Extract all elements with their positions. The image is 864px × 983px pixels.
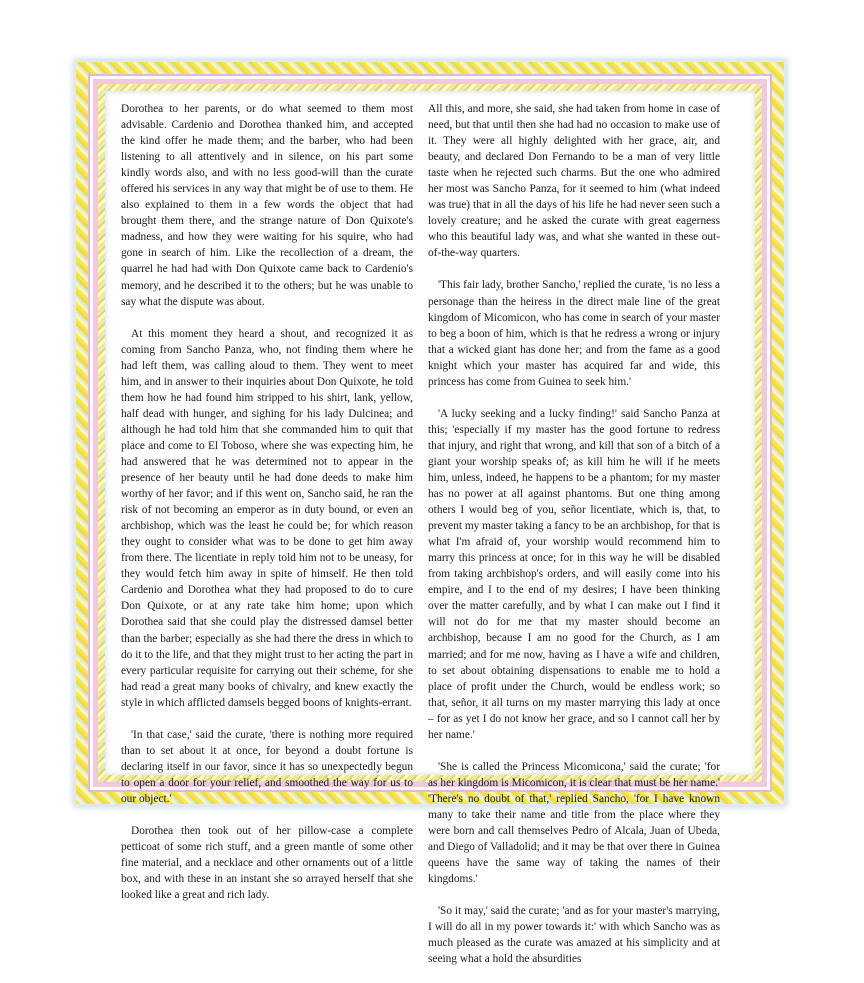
decorative-border-pink — [90, 76, 770, 966]
right-column — [428, 101, 720, 983]
paragraph: Dorothea to her parents, or do what seemed to them most advisable. Cardenio and Dorothea thanked him, and accepted the kind offer he made them; and the barber, who had been listening to all attentively and in silence, on his part some kindly words also, and with no less good-will than the curate offered his services in any way that might be of use to them. He also explained to them in a few words the object that had brought them there, and the strange nature of Don Quixote's madness, and how they were waiting for his squire, who had gone in search of him. Like the recollection of a dream, the quarrel he had had with Don Quixote came back to Cardenio's memory, and he described it to the others; but he was unable to say what the dispute was about. — [121, 103, 413, 308]
left-column — [121, 101, 413, 919]
paragraph: 'A lucky seeking and a lucky finding!' said Sancho Panza at this; 'especially if my master has the good fortune to redress that injury, and right that wrong, and kill that son of a bitch of a giant your worship speaks of; as kill him he will if he meets him, unless, indeed, he happens to be a phantom; for my master has no power at all against phantoms. But one thing among others I would beg of you, señor licentiate, which is, that, to prevent my master taking a fancy to be an archbishop, for that is what I'm afraid of, your worship would recommend him to marry this princess at once; for in this way he will be disabled from taking archbishop's orders, and will easily come into his empire, and I to the end of my desires; I have been thinking over the matter carefully, and by what I can make out I find it will not do for me that my master should become an archbishop, because I am no good for the Church, as I am married; and for me now, having as I have a wife and children, to set about obtaining dispensations to enable me to hold a place of profit under the Church, would be endless work; so that, señor, it all turns on my master marrying this lady at once – for as yet I do not know her grace, and so I cannot call her by her name.' — [428, 407, 721, 741]
paragraph: 'This fair lady, brother Sancho,' replied the curate, 'is no less a personage than the heiress in the direct male line of the great kingdom of Micomicon, who has come in search of your master to beg a boon of him, which is that he redress a wrong or injury that a wicked giant has done her; and from the fame as a good knight which your master has acquired far and wide, this princess has come from Guinea to seek him.' — [428, 279, 720, 388]
paragraph: All this, and more, she said, she had taken from home in case of need, but that until then she had had no occasion to make use of it. They were all highly delighted with her grace, air, and beauty, and declared Don Fernando to be a man of very little taste when he rejected such charms. But the one who admired her most was Sancho Panza, for it seemed to him (what indeed was true) that in all the days of his life he had never seen such a lovely creature; and he asked the curate with great eagerness who this beautiful lady was, and what she wanted in these out-of-the-way quarters. — [428, 103, 720, 260]
paragraph: Dorothea then took out of her pillow-case a complete petticoat of some rich stuff, and a green mantle of some other fine material, and a necklace and other ornaments out of a little box, and with these in an instant she so arrayed herself that she looked like a great and rich lady. — [121, 824, 413, 902]
text-page — [105, 91, 755, 966]
paragraph: 'In that case,' said the curate, 'there is nothing more required than to set about it at once, for beyond a doubt fortune is declaring itself in our favor, since it has so unexpectedly begun to open a door for your relief, and smoothed the way for us to our object.' — [121, 728, 413, 805]
paragraph: 'So it may,' said the curate; 'and as for your master's marrying, I will do all in my power towards it:' with which Sancho was as much pleased as the curate was amazed at his simplicity and at seeing what a hold the absurdities — [428, 905, 720, 966]
decorative-border-inner — [98, 84, 762, 966]
paragraph: At this moment they heard a shout, and recognized it as coming from Sancho Panza, who, not finding them where he had left them, was calling aloud to them. They went to meet him, and in answer to their inquiries about Don Quixote, he told them how he had found him stripped to his shirt, lank, yellow, half dead with hunger, and sighing for his lady Dulcinea; and although he had told him that she commanded him to quit that place and come to El Toboso, where she was expecting him, he had answered that he was determined not to appear in the presence of her beauty until he had done deeds to make him worthy of her favor; and if this went on, Sancho said, he ran the risk of not becoming an emperor as in duty bound, or even an archbishop, which was the least he could be; for which reason they ought to consider what was to be done to get him away from there. The licentiate in reply told him not to be uneasy, for they would fetch him away in spite of himself. He then told Cardenio and Dorothea what they had proposed to do to cure Don Quixote, or at any rate take him home; upon which Dorothea said that she could play the distressed damsel better than the barber; especially as she had there the dress in which to do it to the life, and that they might trust to her acting the part in every particular requisite for carrying out their scheme, for she had read a great many books of chivalry, and knew exactly the style in which afflicted damsels begged boons of knights-errant. — [121, 327, 413, 709]
paragraph: 'She is called the Princess Micomicona,' said the curate; 'for as her kingdom is Micomicon, it is clear that must be her name.' 'There's no doubt of that,' replied Sancho, 'for I have known many to take their name and title from the place where they were born and call themselves Pedro of Alcala, Juan of Ubeda, and Diego of Valladolid; and it may be that over there in Guinea queens have the same way of taking the names of their kingdoms.' — [428, 760, 720, 886]
decorative-border-outer — [76, 62, 784, 966]
